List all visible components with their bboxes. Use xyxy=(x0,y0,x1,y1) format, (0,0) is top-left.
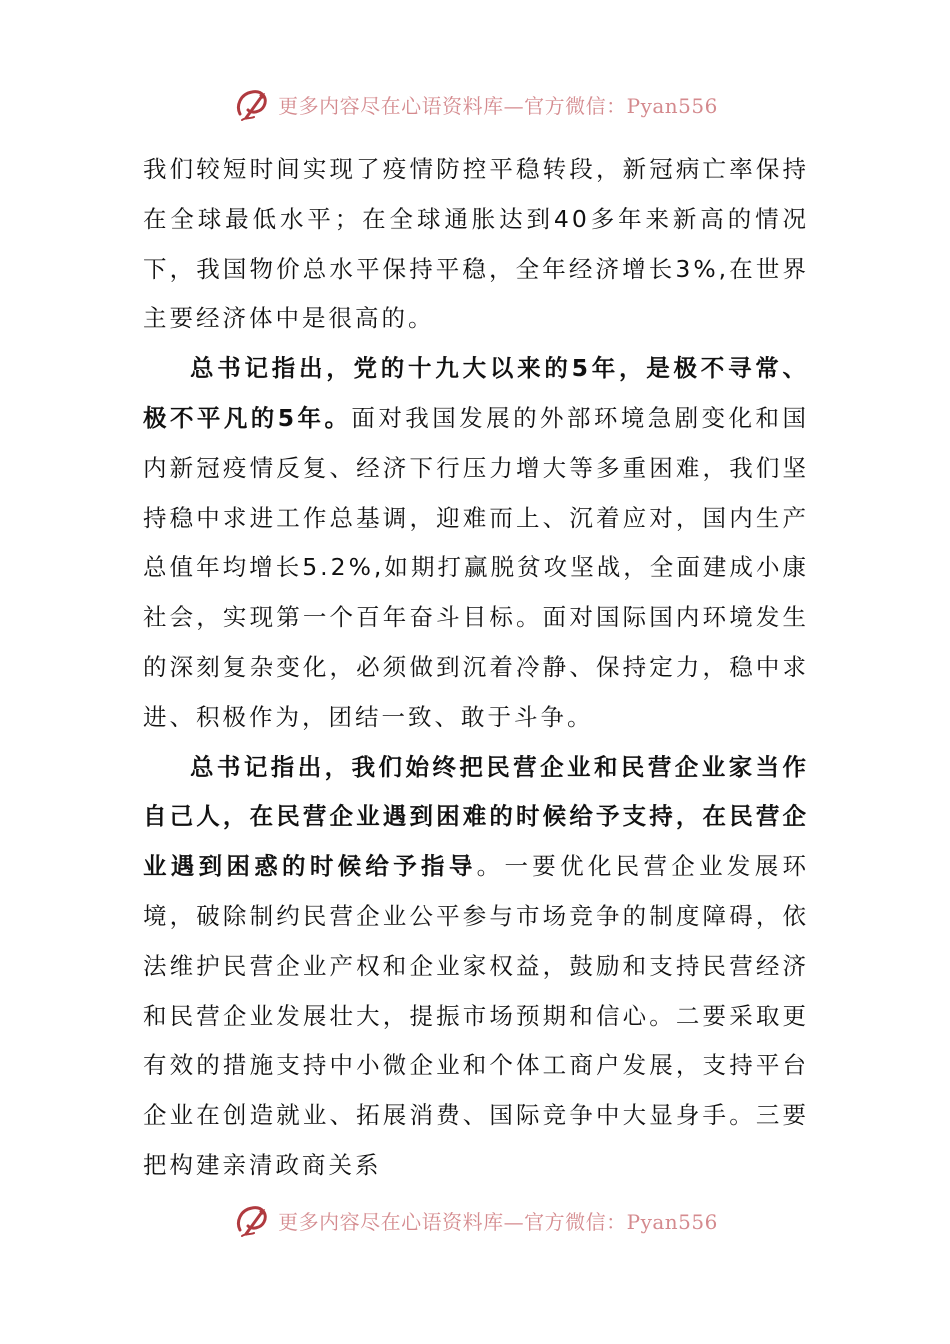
pen-swirl-logo-icon xyxy=(232,1200,272,1240)
header-banner-text: 更多内容尽在心语资料库—官方微信：Pyan556 xyxy=(278,93,718,118)
paragraph-3-bold: 总书记指出，我们始终把民营企业和民营企业家当作自己人，在民营企业遇到困难的时候给予支持，在民营企业遇到困惑的时候给予指导 xyxy=(143,752,809,881)
paragraph-2-bold: 总书记指出，党的十九大以来的5年，是极不寻常、极不平凡的5年。 xyxy=(143,354,809,432)
paragraph-3-text: 。一要优化民营企业发展环境，破除制约民营企业公平参与市场竞争的制度障碍，依法维护民营企业产权和企业家权益，鼓励和支持民营经济和民营企业发展壮大，提振市场预期和信心。二要采取更有效的措施支持中小微企业和个体工商户发展，支持平台企业在创造就业、拓展消费、国际竞争中大显身手。三要把构建亲清政商关系 xyxy=(143,852,810,1179)
footer-banner-inner xyxy=(232,1200,718,1240)
header-banner xyxy=(0,82,950,126)
paragraph-2 xyxy=(143,344,809,742)
footer-banner xyxy=(0,1198,950,1242)
paragraph-1 xyxy=(143,145,809,344)
footer-banner-text: 更多内容尽在心语资料库—官方微信：Pyan556 xyxy=(278,1209,718,1234)
header-banner-inner xyxy=(232,84,718,124)
paragraph-3 xyxy=(143,743,809,1191)
pen-swirl-logo-icon xyxy=(232,84,272,124)
paragraph-1-text: 我们较短时间实现了疫情防控平稳转段，新冠病亡率保持在全球最低水平；在全球通胀达到40多年来新高的情况下，我国物价总水平保持平稳，全年经济增长3%,在世界主要经济体中是很高的。 xyxy=(143,155,809,333)
paragraph-2-text: 面对我国发展的外部环境急剧变化和国内新冠疫情反复、经济下行压力增大等多重困难，我们坚持稳中求进工作总基调，迎难而上、沉着应对，国内生产总值年均增长5.2%,如期打赢脱贫攻坚战，全面建成小康社会，实现第一个百年奋斗目标。面对国际国内环境发生的深刻复杂变化，必须做到沉着冷静、保持定力，稳中求进、积极作为，团结一致、敢于斗争。 xyxy=(143,403,809,731)
document-body xyxy=(143,145,809,1191)
